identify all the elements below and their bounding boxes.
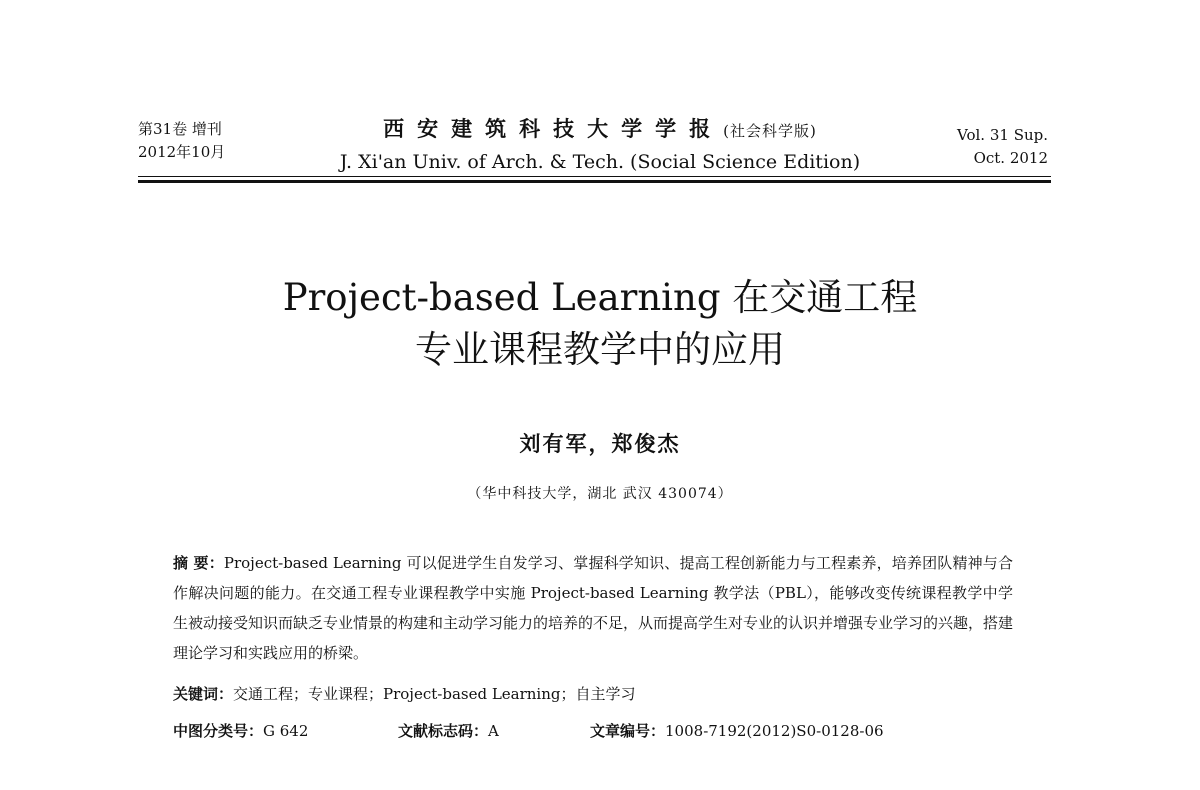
journal-name-en: J. Xi'an Univ. of Arch. & Tech. (Social Science Edition)	[339, 151, 861, 173]
doc-code-value: A	[488, 722, 499, 740]
document-code	[398, 720, 499, 741]
journal-masthead	[300, 114, 900, 176]
article-no-value: 1008-7192(2012)S0-0128-06	[665, 722, 884, 740]
doc-code-label: 文献标志码：	[398, 722, 489, 740]
abstract-text: Project-based Learning 可以促进学生自发学习、掌握科学知识、提高工程创新能力与工程素养，培养团队精神与合作解决问题的能力。在交通工程专业课程教学中实施 Project-based Learning 教学法（PBL），能够改变传统课程教学中学生被动接受知识而缺乏专业情景的构建和主动学习能力的培养的不足，从而提高学生对专业的认识并增强专业学习的兴趣，搭建理论学习和实践应用的桥梁。	[173, 554, 1014, 662]
journal-title-cn: 西安建筑科技大学学报	[383, 116, 724, 141]
article-title	[150, 272, 1050, 376]
clc-value: G 642	[263, 722, 309, 740]
journal-edition-cn: (社会科学版)	[723, 122, 817, 140]
abstract-label: 摘 要：	[173, 554, 224, 572]
journal-volume-en	[928, 124, 1048, 170]
journal-name-cn	[300, 114, 900, 146]
authors: 刘有军，郑俊杰	[519, 431, 681, 456]
keywords	[173, 683, 1013, 704]
volume-issue-cn: 第31卷 增刊	[138, 120, 222, 138]
affiliation: （华中科技大学，湖北 武汉 430074）	[467, 486, 733, 502]
header-rule-thick	[138, 180, 1051, 183]
article-number	[590, 720, 884, 741]
title-line-2: 专业课程教学中的应用	[415, 328, 785, 371]
header-rule-thin	[138, 176, 1051, 177]
clc-label: 中图分类号：	[173, 722, 264, 740]
keywords-text: 交通工程；专业课程；Project-based Learning；自主学习	[233, 685, 636, 703]
abstract	[173, 548, 1013, 668]
publication-date-cn: 2012年10月	[138, 143, 226, 161]
clc-number	[173, 720, 308, 741]
volume-issue-en: Vol. 31 Sup.	[957, 126, 1048, 144]
keywords-label: 关键词：	[173, 685, 234, 703]
publication-date-en: Oct. 2012	[973, 149, 1048, 167]
journal-volume-cn	[138, 118, 225, 164]
article-no-label: 文章编号：	[590, 722, 666, 740]
title-line-1: Project-based Learning 在交通工程	[282, 276, 918, 319]
